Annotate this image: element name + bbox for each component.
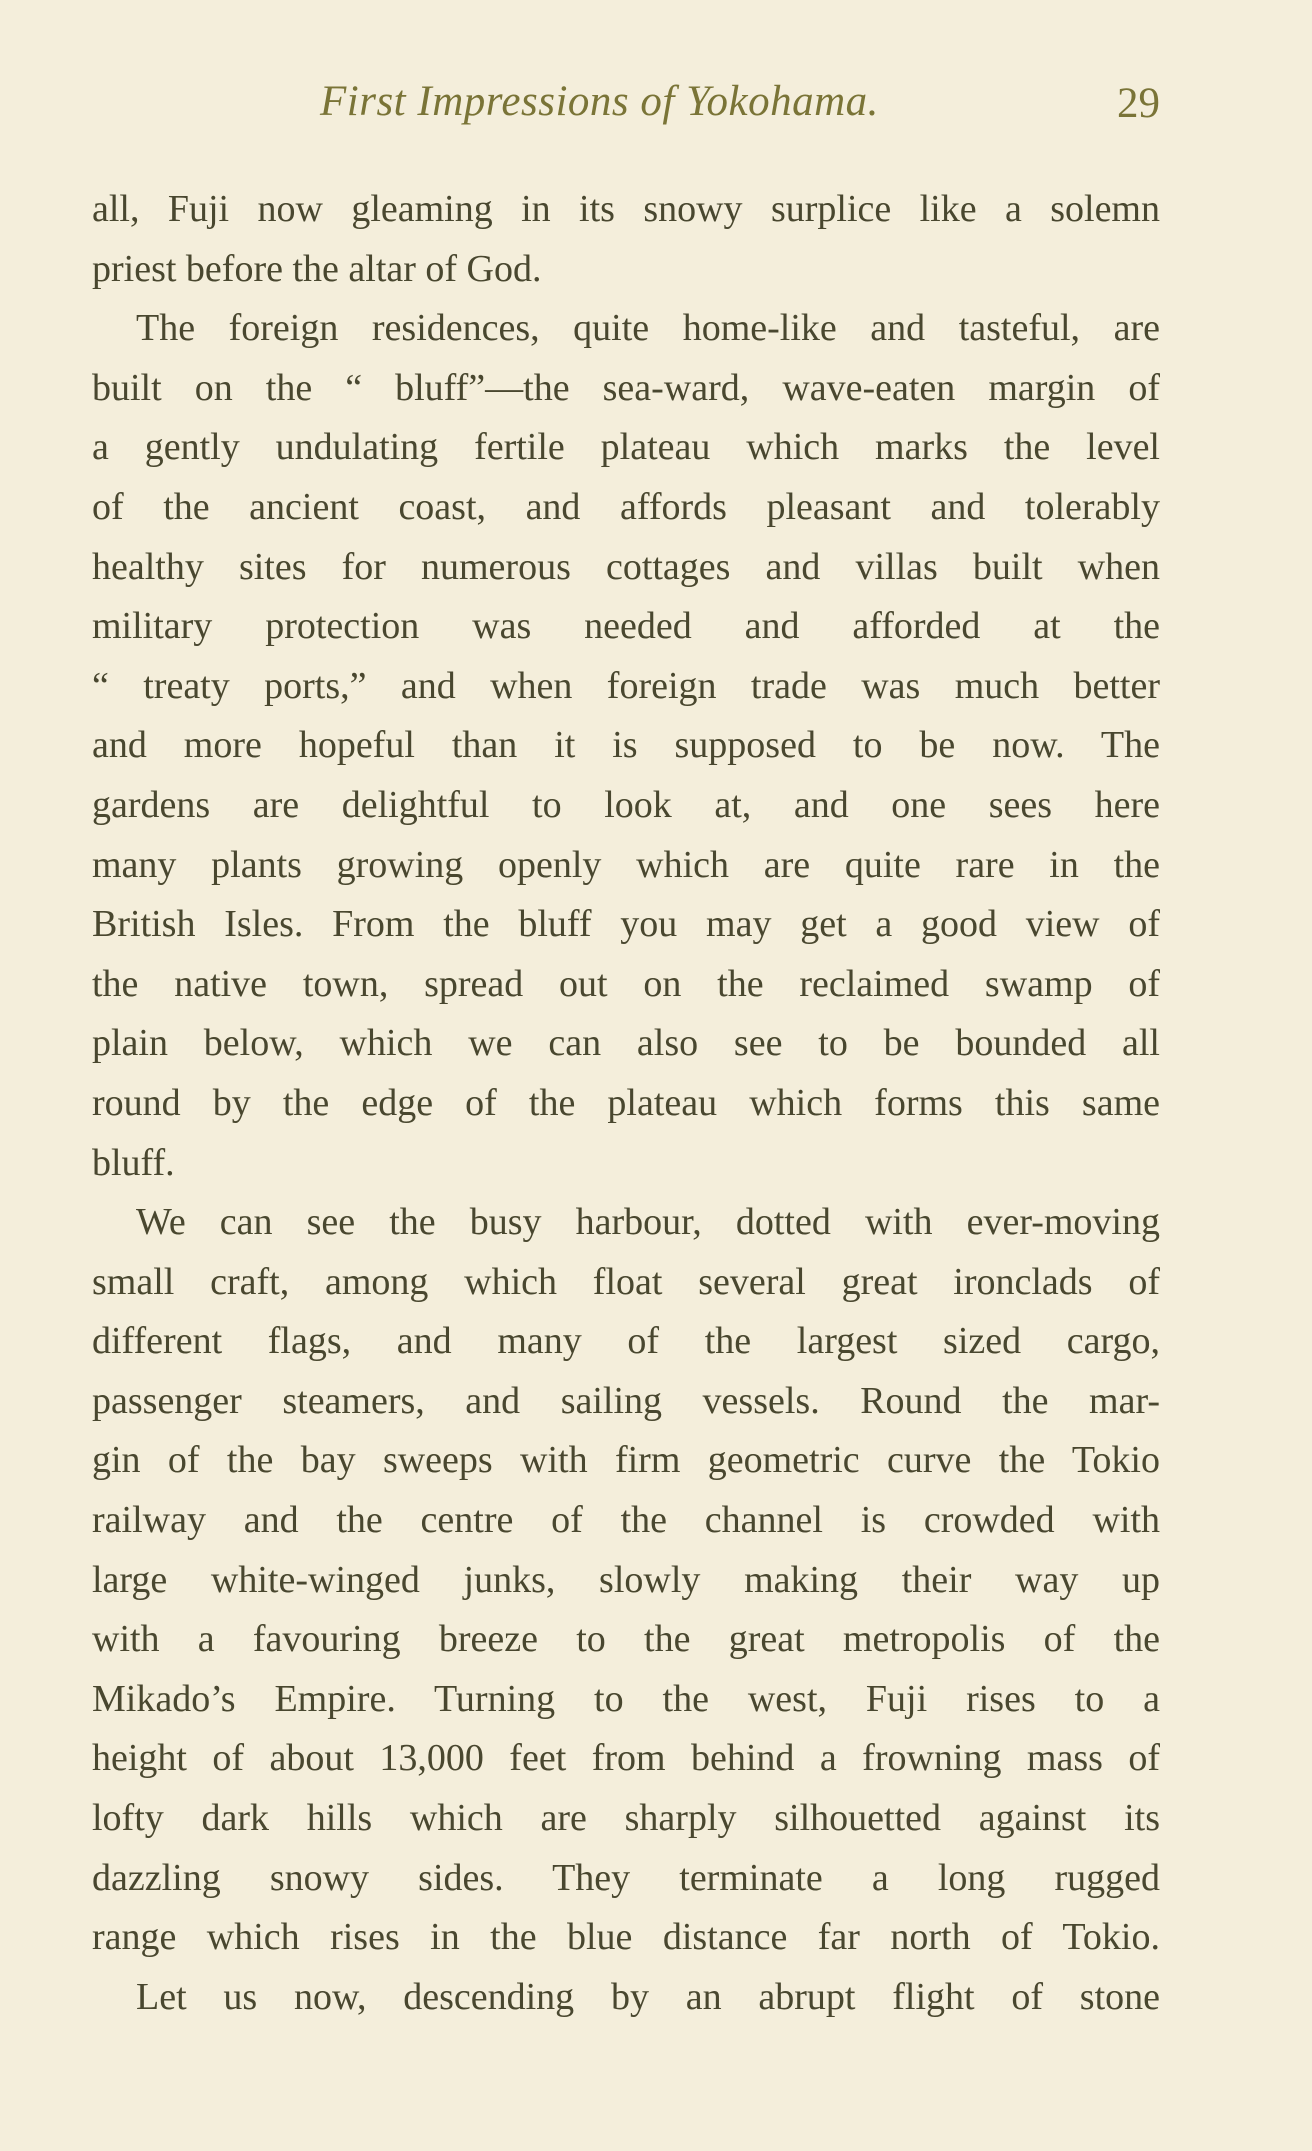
text-line: railway and the centre of the channel is crowded with xyxy=(92,1499,1160,1542)
text-line: of the ancient coast, and affords pleasant and tolerably xyxy=(92,485,1160,528)
text-line: priest before the altar of God. xyxy=(92,247,542,290)
text-line: passenger steamers, and sailing vessels. Round the mar- xyxy=(92,1379,1160,1422)
text-line: all, Fuji now gleaming in its snowy surplice like a solemn xyxy=(92,188,1160,230)
text-line: gin of the bay sweeps with firm geometric curve the Tokio xyxy=(92,1439,1160,1482)
text-line: healthy sites for numerous cottages and villas built when xyxy=(92,545,1160,588)
text-line: We can see the busy harbour, dotted with ever-moving xyxy=(136,1201,1160,1244)
text-line: the native town, spread out on the reclaimed swamp of xyxy=(92,962,1160,1005)
text-line: built on the “ bluff”—the sea-ward, wave-eaten margin of xyxy=(92,366,1160,409)
text-line: Mikado’s Empire. Turning to the west, Fuji rises to a xyxy=(92,1677,1160,1720)
text-line: height of about 13,000 feet from behind a frowning mass of xyxy=(92,1737,1160,1780)
running-title: First Impressions of Yokohama. xyxy=(320,78,879,125)
text-line: military protection was needed and afforded at the xyxy=(92,605,1160,648)
text-line: The foreign residences, quite home-like and tasteful, are xyxy=(136,307,1160,350)
text-line: and more hopeful than it is supposed to be now. The xyxy=(92,724,1160,767)
text-line: many plants growing openly which are quite rare in the xyxy=(92,843,1160,886)
text-line: British Isles. From the bluff you may get a good view of xyxy=(92,903,1160,946)
body-text xyxy=(92,180,1160,2027)
text-line: small craft, among which float several great ironclads of xyxy=(92,1260,1160,1303)
running-head xyxy=(0,72,1312,132)
text-line: different flags, and many of the largest sized cargo, xyxy=(92,1320,1160,1363)
text-line: a gently undulating fertile plateau which marks the level xyxy=(92,426,1160,469)
text-line: round by the edge of the plateau which forms this same xyxy=(92,1081,1160,1124)
text-line: dazzling snowy sides. They terminate a long rugged xyxy=(92,1856,1160,1899)
text-line: plain below, which we can also see to be bounded all xyxy=(92,1022,1160,1065)
page-number: 29 xyxy=(1117,80,1160,127)
text-line: gardens are delightful to look at, and one sees here xyxy=(92,783,1160,826)
text-line: large white-winged junks, slowly making their way up xyxy=(92,1558,1160,1601)
text-line: with a favouring breeze to the great metropolis of the xyxy=(92,1618,1160,1661)
text-line: bluff. xyxy=(92,1141,175,1184)
text-line: range which rises in the blue distance far north of Tokio. xyxy=(92,1916,1160,1959)
text-line: Let us now, descending by an abrupt flight of stone xyxy=(136,1975,1160,2018)
text-line: “ treaty ports,” and when foreign trade was much better xyxy=(92,664,1160,707)
text-line: lofty dark hills which are sharply silhouetted against its xyxy=(92,1797,1160,1840)
